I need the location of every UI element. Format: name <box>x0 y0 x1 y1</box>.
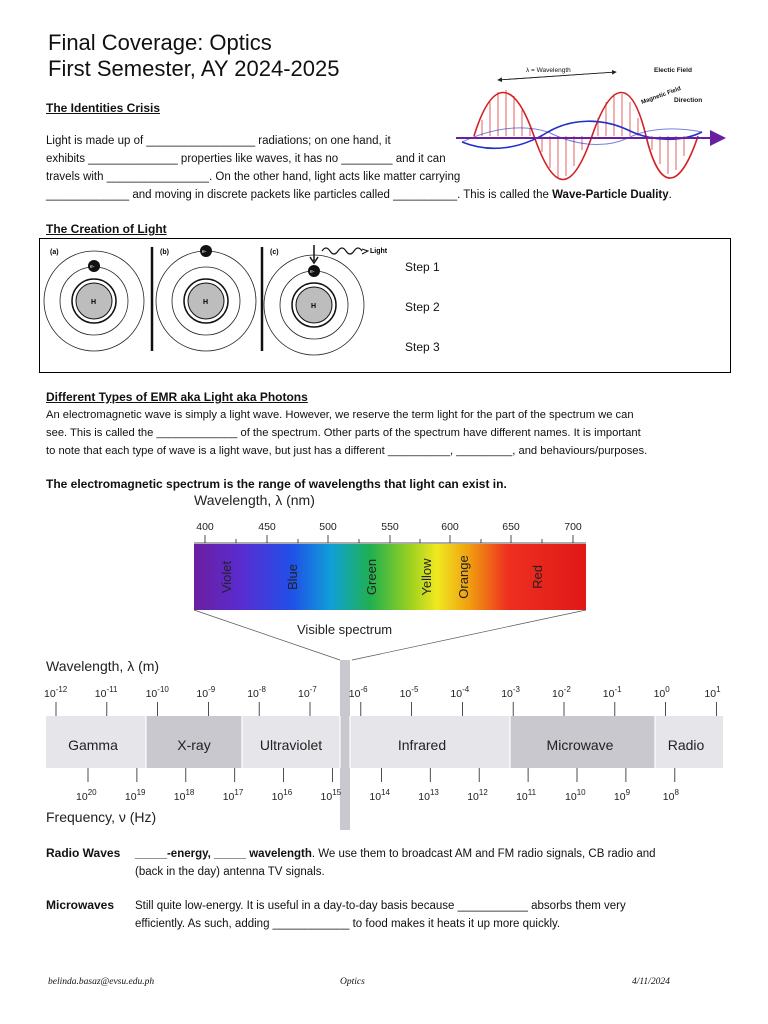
term-radio-desc <box>135 845 725 881</box>
frequency-axis-title: Frequency, ν (Hz) <box>46 809 157 825</box>
wavelength-tick-label: $10^1$ <box>704 685 721 700</box>
visible-axis-title: Wavelength, λ (nm) <box>194 492 315 508</box>
frequency-tick-label: $10^8$ <box>662 788 679 803</box>
term-microwaves: Microwaves <box>46 898 115 912</box>
types-line-1: An electromagnetic wave is simply a light wave. However, we reserve the term light for the part of the spectrum we can <box>46 409 634 421</box>
radio-desc-bold: _____-energy, _____ wavelength <box>135 848 312 860</box>
identities-line-4 <box>46 186 736 204</box>
footer-email: belinda.basaz@evsu.edu.ph <box>48 977 155 987</box>
frequency-tick-label: $10^{12}$ <box>467 788 488 803</box>
nucleus-label-c: H <box>311 303 317 310</box>
wavelength-tick-label: $10^{-8}$ <box>247 685 267 700</box>
wavelength-tick-label: $10^{-11}$ <box>94 685 118 700</box>
visible-spectrum-bar <box>194 544 586 610</box>
frequency-tick-label: $10^{15}$ <box>320 788 342 803</box>
region-ultraviolet: Ultraviolet <box>259 737 323 753</box>
frequency-ticks <box>76 788 679 803</box>
band-orange: Orange <box>456 555 471 599</box>
wavelength-tick-label: $10^{-2}$ <box>552 685 571 700</box>
identities-line-2: exhibits ______________ properties like waves, it has no ________ and it can <box>46 153 446 165</box>
visible-spectrum-caption: Visible spectrum <box>297 622 393 637</box>
light-label: Light <box>370 248 388 255</box>
wavelength-tick-label: $10^{-6}$ <box>348 685 368 700</box>
em-spectrum-figure <box>40 490 730 830</box>
identities-line-3: travels with ________________. On the other hand, light acts like matter carrying <box>46 171 461 183</box>
wavelength-tick-label: $10^{-7}$ <box>298 685 317 700</box>
panel-label-c: (c) <box>270 249 279 256</box>
visible-region <box>340 716 350 768</box>
visible-tick-label: 550 <box>381 521 399 533</box>
identities-line-4-end: . <box>668 189 672 201</box>
visible-tick-label: 450 <box>258 521 276 533</box>
electron-label-c: e- <box>310 269 315 275</box>
photon-wave-icon <box>322 248 362 254</box>
frequency-tick-label: $10^9$ <box>613 788 631 803</box>
frequency-tick-label: $10^{19}$ <box>124 788 146 803</box>
term-microwave-desc <box>135 897 725 933</box>
wavelength-tick-label: $10^{-3}$ <box>501 685 521 700</box>
microwave-desc-text: Still quite low-energy. It is useful in a day-to-day basis because ___________ absorbs them very <box>135 900 626 912</box>
radio-desc-text-2: (back in the day) antenna TV signals. <box>135 866 325 878</box>
band-violet: Violet <box>219 560 234 594</box>
wavelength-tick-label: $10^{-9}$ <box>196 685 216 700</box>
panel-label-a: (a) <box>50 249 59 256</box>
section-heading-identities: The Identities Crisis <box>46 101 161 115</box>
nucleus-label-b: H <box>203 299 209 306</box>
wavelength-tick-label: $10^{-1}$ <box>602 685 622 700</box>
spectrum-statement: The electromagnetic spectrum is the range of wavelengths that light can exist in. <box>46 477 507 491</box>
region-gamma: Gamma <box>68 737 118 753</box>
visible-tick-label: 650 <box>502 521 520 533</box>
band-green: Green <box>364 558 379 596</box>
wavelength-tick-label: $10^0$ <box>653 685 670 700</box>
microwave-desc-text-2: efficiently. As such, adding ____________ to food makes it heats it up more quickly. <box>135 918 561 930</box>
step-2-label: Step 2 <box>405 300 440 314</box>
identities-line-1: Light is made up of _________________ radiations; on one hand, it <box>46 135 391 147</box>
footer-date: 4/11/2024 <box>632 977 670 987</box>
wave-particle-duality-term: Wave-Particle Duality <box>552 189 669 201</box>
electric-field-label: Electic Field <box>654 67 692 74</box>
term-radio-waves: Radio Waves <box>46 846 121 860</box>
visible-tick-label: 700 <box>564 521 582 533</box>
wavelength-ticks <box>44 685 721 700</box>
frequency-tick-label: $10^{10}$ <box>565 788 586 803</box>
page-title: Final Coverage: Optics <box>48 30 272 55</box>
visible-tick-label: 400 <box>196 521 214 533</box>
electric-field-wave <box>482 90 684 178</box>
region-xray: X-ray <box>177 737 211 753</box>
em-wave-diagram <box>452 58 728 182</box>
region-radio: Radio <box>667 737 705 753</box>
region-microwave: Microwave <box>546 737 614 753</box>
nucleus-label-a: H <box>91 299 97 306</box>
electron-label-b: e- <box>202 249 207 255</box>
radio-desc-text: . We use them to broadcast AM and FM radio signals, CB radio and <box>311 848 656 860</box>
frequency-tick-label: $10^{14}$ <box>369 788 390 803</box>
types-line-3: to note that each type of wave is a light wave, but just has a different __________, _________, and behaviours/purposes. <box>46 445 648 457</box>
wavelength-tick-label: $10^{-5}$ <box>399 685 419 700</box>
identities-line-4-text: _____________ and moving in discrete packets like particles called __________. This is called the <box>46 189 553 201</box>
electron-label-a: e- <box>90 264 95 270</box>
step-1-label: Step 1 <box>405 260 440 274</box>
direction-label: Direction <box>674 97 703 104</box>
section-heading-types: Different Types of EMR aka Light aka Photons <box>46 390 308 404</box>
wavelength-tick-label: $10^{-4}$ <box>450 685 470 700</box>
band-red: Red <box>530 565 545 589</box>
wavelength-tick-label: $10^{-12}$ <box>44 685 68 700</box>
atom-diagram <box>40 239 400 370</box>
panel-label-b: (b) <box>160 249 169 256</box>
magnetic-field-label: Magnetic Field <box>640 85 682 106</box>
band-blue: Blue <box>285 563 300 591</box>
frequency-tick-label: $10^{20}$ <box>76 788 97 803</box>
region-infrared: Infrared <box>397 737 447 753</box>
step-3-label: Step 3 <box>405 340 440 354</box>
band-yellow: Yellow <box>419 558 434 596</box>
visible-tick-label: 600 <box>441 521 459 533</box>
footer-center: Optics <box>340 977 365 987</box>
section-heading-creation: The Creation of Light <box>46 222 167 236</box>
wavelength-axis-title: Wavelength, λ (m) <box>46 658 160 674</box>
visible-tick-label: 500 <box>319 521 337 533</box>
types-line-2: see. This is called the _____________ of the spectrum. Other parts of the spectrum have different names. It is important <box>46 427 641 439</box>
wavelength-label: λ = Wavelength <box>526 67 571 74</box>
frequency-tick-label: $10^{11}$ <box>516 788 537 803</box>
page-subtitle: First Semester, AY 2024-2025 <box>48 56 340 81</box>
frequency-tick-label: $10^{13}$ <box>418 788 439 803</box>
wavelength-tick-label: $10^{-10}$ <box>145 685 169 700</box>
frequency-tick-label: $10^{16}$ <box>271 788 293 803</box>
frequency-tick-label: $10^{17}$ <box>222 788 244 803</box>
frequency-tick-label: $10^{18}$ <box>173 788 195 803</box>
